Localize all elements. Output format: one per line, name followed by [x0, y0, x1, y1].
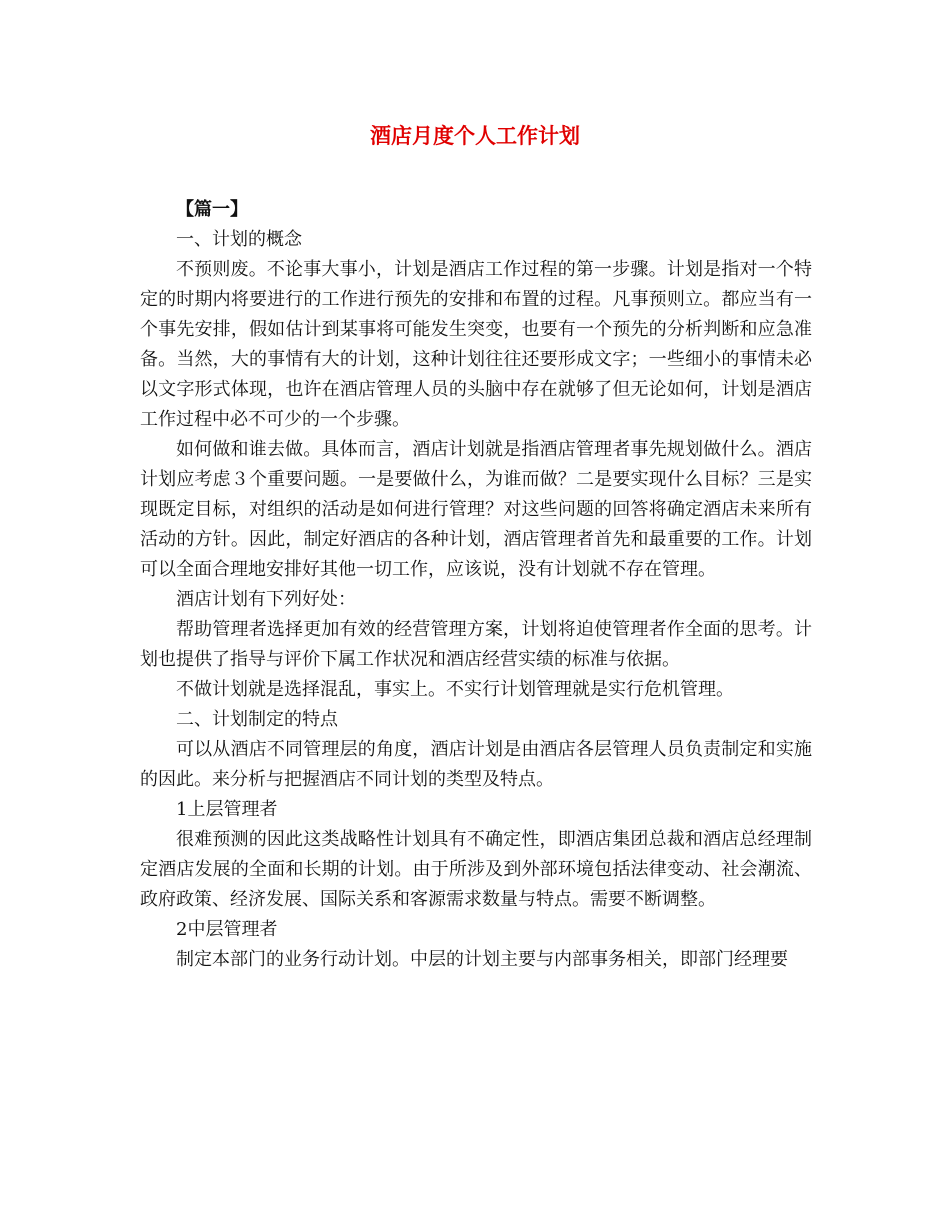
subheading-top-management: 1上层管理者: [176, 799, 278, 820]
document-title: 酒店月度个人工作计划: [370, 123, 580, 148]
heading-plan-features: 二、计划制定的特点: [176, 709, 338, 730]
subheading-middle-management: 2中层管理者: [176, 919, 278, 940]
paragraph: 如何做和谁去做。具体而言，酒店计划就是指酒店管理者事先规划做什么。酒店计划应考虑３个重要问题。一是要做什么，为谁而做？二是要实现什么目标？三是实现既定目标，对组织的活动是如何进行管理？对这些问题的回答将确定酒店未来所有活动的方针。因此，制定好酒店的各种计划，酒店管理者首先和最重要的工作。计划可以全面合理地安排好其他一切工作，应该说，没有计划就不存在管理。: [140, 439, 812, 580]
paragraph: 不做计划就是选择混乱，事实上。不实行计划管理就是实行危机管理。: [176, 679, 734, 700]
paragraph: 不预则废。不论事大事小，计划是酒店工作过程的第一步骤。计划是指对一个特定的时期内将要进行的工作进行预先的安排和布置的过程。凡事预则立。都应当有一个事先安排，假如估计到某事将可能发生突变，也要有一个预先的分析判断和应急准备。当然，大的事情有大的计划，这种计划往往还要形成文字；一些细小的事情未必以文字形式体现，也许在酒店管理人员的头脑中存在就够了但无论如何，计划是酒店工作过程中必不可少的一个步骤。: [140, 259, 812, 430]
section-label: 【篇一】: [176, 199, 248, 220]
paragraph: 制定本部门的业务行动计划。中层的计划主要与内部事务相关，即部门经理要: [176, 949, 788, 970]
document-body: [140, 195, 812, 975]
paragraph: 可以从酒店不同管理层的角度，酒店计划是由酒店各层管理人员负责制定和实施的因此。来分析与把握酒店不同计划的类型及特点。: [140, 739, 812, 790]
paragraph: 很难预测的因此这类战略性计划具有不确定性，即酒店集团总裁和酒店总经理制定酒店发展的全面和长期的计划。由于所涉及到外部环境包括法律变动、社会潮流、政府政策、经济发展、国际关系和客源需求数量与特点。需要不断调整。: [140, 829, 812, 910]
paragraph: 酒店计划有下列好处：: [176, 589, 356, 610]
heading-plan-concept: 一、计划的概念: [176, 229, 302, 250]
paragraph: 帮助管理者选择更加有效的经营管理方案，计划将迫使管理者作全面的思考。计划也提供了指导与评价下属工作状况和酒店经营实绩的标准与依据。: [140, 619, 812, 670]
